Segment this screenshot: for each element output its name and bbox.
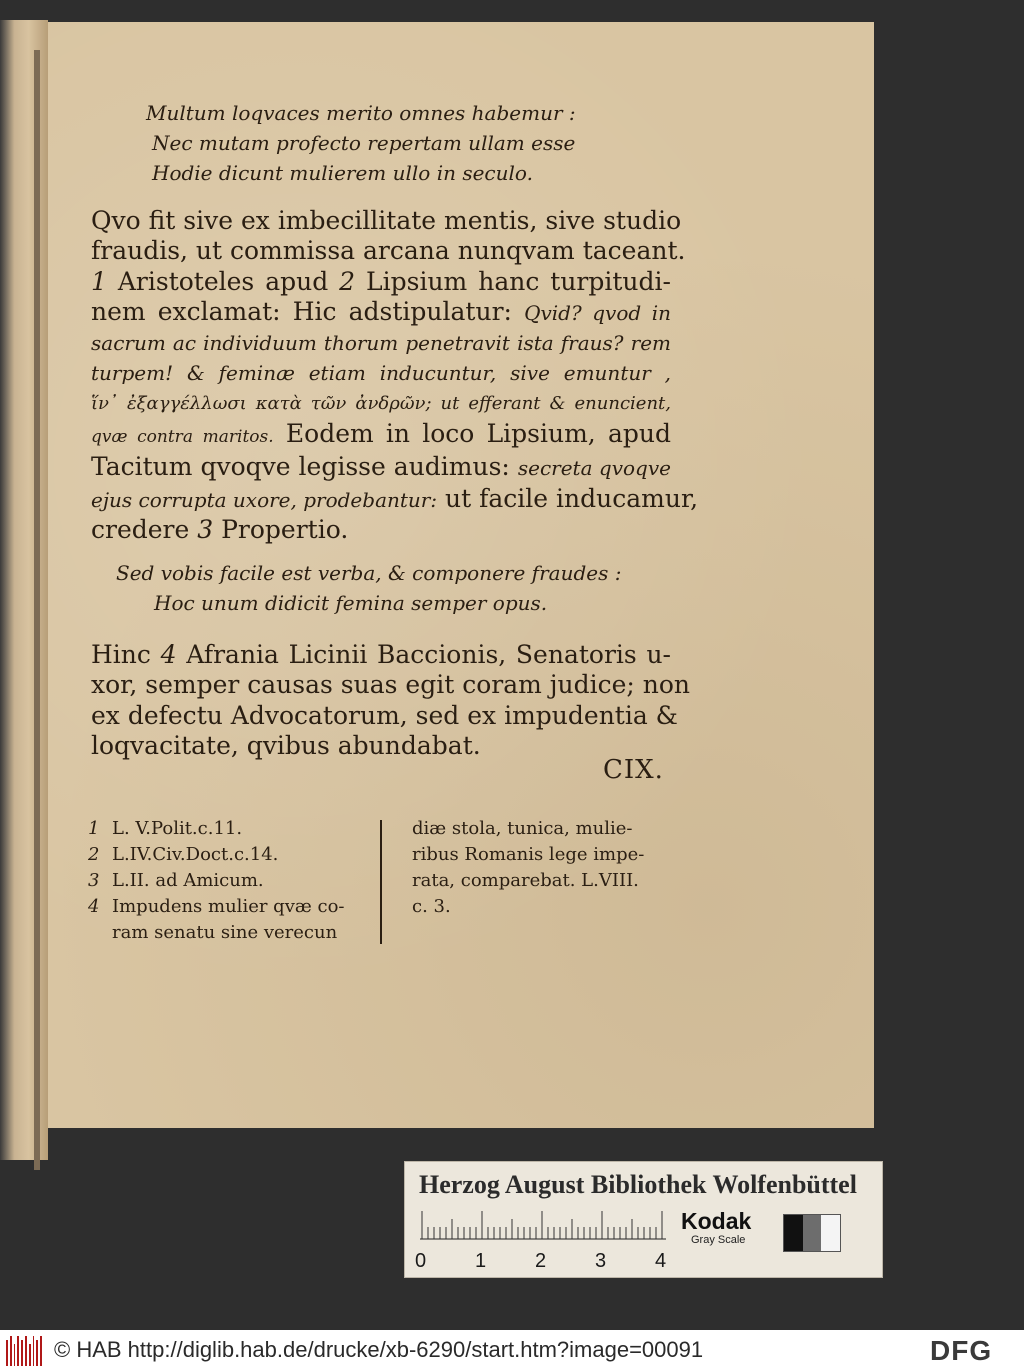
footnote — [88, 842, 345, 868]
footnotes-left — [88, 816, 345, 946]
copyright-link[interactable]: © HAB http://diglib.hab.de/drucke/xb-6290/start.htm?image=00091 — [54, 1337, 704, 1362]
text-span: Lipsium hanc turpitudi- — [366, 266, 671, 296]
footnote-text: Impudens mulier qvæ co- — [112, 896, 345, 917]
gray-scale-label: Gray Scale — [691, 1234, 746, 1246]
text-line — [91, 419, 671, 452]
footnote-text: L.II. ad Amicum. — [112, 870, 264, 891]
text-line: ἵν᾽ ἐξαγγέλλωσι κατὰ τῶν ἀνδρῶν; ut efferant & enuncient, — [91, 392, 671, 414]
verse-line: Hoc unum didicit femina semper opus. — [154, 591, 548, 615]
ruler-number: 1 — [475, 1250, 487, 1272]
footnotes-right — [412, 816, 644, 920]
text-span: Tacitum qvoqve legisse audimus: — [91, 452, 510, 482]
italic-span: Qvid? qvod in — [524, 300, 671, 325]
italic-span: qvæ contra maritos. — [91, 427, 274, 448]
text-span: Eodem in loco Lipsium, apud — [285, 419, 671, 449]
text-line: Qvo fit sive ex imbecillitate mentis, sive studio — [91, 206, 682, 235]
text-span: Aristoteles apud — [117, 266, 329, 296]
verse-line: Nec mutam profecto repertam ullam esse — [152, 131, 576, 155]
italic-span: secreta qvoqve — [517, 456, 671, 481]
book-page — [48, 22, 874, 1128]
text-line — [91, 267, 671, 297]
verse-block-2 — [116, 558, 621, 618]
footnote-number: 4 — [88, 896, 100, 917]
text-line — [91, 515, 671, 545]
footnote — [88, 920, 345, 946]
text-line — [91, 483, 699, 515]
text-line: turpem! & feminæ etiam inducuntur, sive emuntur , — [91, 361, 671, 386]
ruler-number: 4 — [655, 1250, 667, 1272]
ruler-number: 0 — [415, 1250, 427, 1272]
verse-block-1 — [146, 98, 576, 188]
footnote-number: 2 — [88, 844, 100, 865]
footnote — [88, 816, 345, 842]
footnote-text: ram senatu sine verecun — [112, 922, 338, 943]
previous-page-edge — [0, 20, 48, 1160]
footnote-text: L.IV.Civ.Doct.c.14. — [112, 844, 279, 865]
text-line: ex defectu Advocatorum, sed ex impudentia & — [91, 700, 678, 730]
footnote-continuation: rata, comparebat. L.VIII. — [412, 870, 639, 891]
footnote-number: 1 — [88, 818, 100, 839]
footnote-continuation: ribus Romanis lege impe- — [412, 844, 645, 865]
paragraph-2 — [91, 640, 691, 761]
text-line: xor, semper causas suas egit coram judice; non — [91, 670, 691, 700]
verse-line: Sed vobis facile est verba, & componere fraudes : — [116, 561, 622, 585]
footnote-column-divider — [380, 820, 382, 944]
footnote-text: L. V.Polit.c.11. — [112, 818, 243, 839]
swatch-black — [784, 1215, 803, 1251]
swatch-white — [821, 1215, 840, 1251]
note-ref: 4 — [160, 640, 177, 669]
barcode-icon — [6, 1334, 42, 1366]
footnote-continuation: diæ stola, tunica, mulie- — [412, 818, 633, 839]
footer-bar — [0, 1330, 1024, 1371]
text-span: Afrania Licinii Baccionis, Senatoris u- — [186, 640, 671, 669]
ruler-number: 2 — [535, 1250, 547, 1272]
kodak-logo: Kodak — [681, 1208, 752, 1234]
footnote-continuation: c. 3. — [412, 896, 451, 917]
footnote-number: 3 — [88, 870, 100, 891]
note-ref: 2 — [339, 266, 356, 296]
swatch-gray — [803, 1215, 822, 1251]
gray-swatches — [783, 1214, 841, 1252]
text-line — [91, 640, 671, 670]
text-span: ut facile inducamur, — [445, 483, 699, 513]
ruler-scale — [420, 1210, 666, 1240]
footnote — [88, 868, 345, 894]
text-span: credere — [91, 514, 190, 544]
text-span: nem exclamat: Hic adstipulatur: — [91, 296, 512, 326]
paragraph-1 — [91, 206, 699, 545]
verse-line: Hodie dicunt mulierem ullo in seculo. — [152, 161, 533, 185]
ruler-number: 3 — [595, 1250, 607, 1272]
footnote — [88, 894, 345, 920]
text-line: sacrum ac individuum thorum penetravit ista fraus? rem — [91, 331, 671, 356]
note-ref: 3 — [197, 514, 214, 544]
verse-line: Multum loqvaces merito omnes habemur : — [146, 101, 576, 125]
italic-span: ejus corrupta uxore, prodebantur: — [91, 487, 438, 512]
page-gutter — [34, 50, 40, 1170]
text-span: Propertio. — [221, 514, 349, 544]
text-span: Hinc — [91, 640, 151, 669]
note-ref: 1 — [91, 266, 107, 296]
text-line — [91, 452, 671, 483]
library-color-card — [404, 1161, 883, 1278]
text-line: fraudis, ut commissa arcana nunqvam taceant. — [91, 236, 686, 266]
catchword: CIX. — [603, 755, 664, 785]
text-line — [91, 297, 671, 328]
text-line: loqvacitate, qvibus abundabat. — [91, 730, 481, 760]
library-name: Herzog August Bibliothek Wolfenbüttel — [419, 1170, 857, 1199]
ruler-ticks — [422, 1211, 662, 1239]
dfg-logo: DFG — [930, 1335, 993, 1366]
